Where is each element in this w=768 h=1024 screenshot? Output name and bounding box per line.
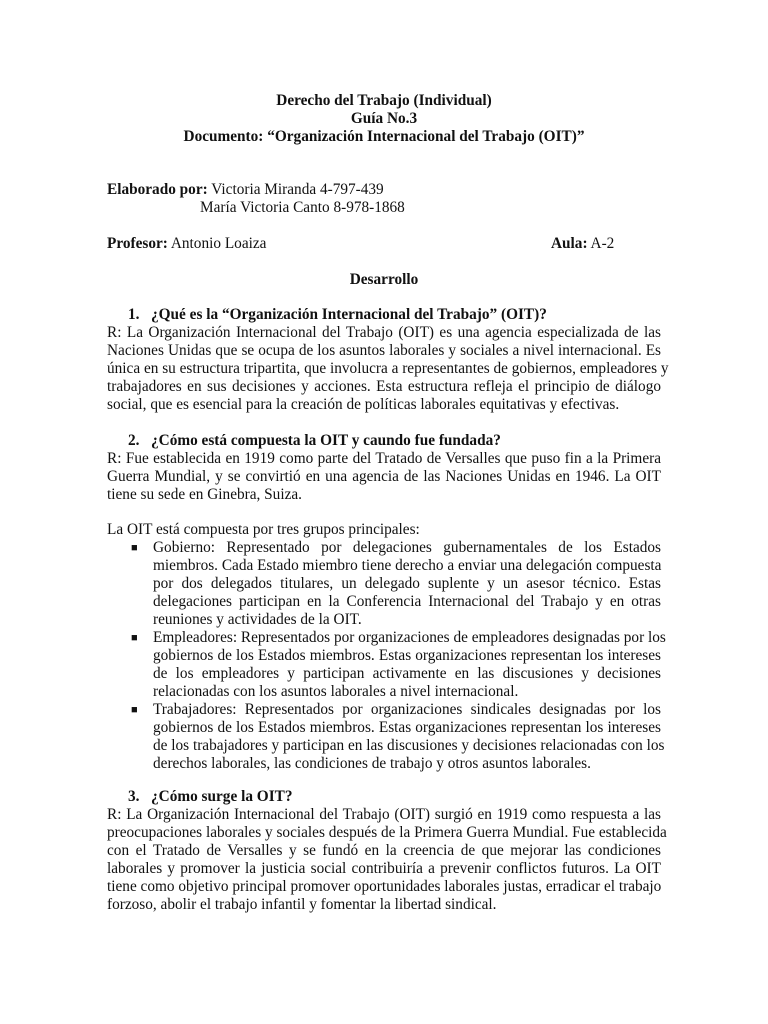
- answer-line: tiene como objetivo principal promover oportunidades laborales justas, erradicar el trabajo: [107, 878, 662, 895]
- answer-line: laborales y promover la justicia social contribuiría a prevenir conflictos futuros. La OIT: [107, 860, 661, 877]
- answer-line: R: La Organización Internacional del Trabajo (OIT) surgió en 1919 como respuesta a las: [107, 806, 661, 823]
- answer-line: Guerra Mundial, y se convirtió en una agencia de las Naciones Unidas en 1946. La OIT: [107, 468, 661, 485]
- bullet-square-icon: ■: [131, 632, 138, 644]
- list-item-empleadores: [131, 629, 666, 701]
- list-item-line: Empleadores: Representados por organizaciones de empleadores designadas por los: [153, 629, 666, 646]
- list-item-line: reuniones y actividades de la OIT.: [153, 611, 362, 628]
- list-item-line: derechos laborales, las condiciones de trabajo y otros asuntos laborales.: [153, 755, 591, 772]
- course-title: Derecho del Trabajo (Individual): [276, 92, 492, 109]
- list-item-gobierno: [131, 539, 661, 629]
- elaborado-label: Elaborado por:: [107, 181, 208, 198]
- list-item-line: Gobierno: Representado por delegaciones gubernamentales de los Estados: [153, 539, 661, 556]
- question-1-number: 1.: [128, 306, 140, 323]
- aula-value: A-2: [590, 235, 615, 252]
- bullet-square-icon: ■: [131, 704, 138, 716]
- list-item-line: relacionadas con los asuntos laborales a nivel internacional.: [153, 683, 519, 700]
- profesor-label: Profesor:: [107, 235, 168, 252]
- question-1-text: ¿Qué es la “Organización Internacional del Trabajo” (OIT)?: [151, 306, 547, 323]
- list-item-trabajadores: [131, 701, 665, 773]
- list-item-line: gobiernos de los Estados miembros. Estas organizaciones representan los intereses: [153, 647, 661, 664]
- answer-line: Naciones Unidas que se ocupa de los asuntos laborales y sociales a nivel internacional. Es: [107, 342, 661, 359]
- aula-line: [551, 235, 614, 253]
- answer-line: trabajadores en sus decisiones y acciones. Esta estructura refleja el principio de diálogo: [107, 378, 661, 395]
- composition-list: [131, 539, 666, 773]
- author-1: Victoria Miranda 4-797-439: [211, 181, 384, 198]
- list-item-line: miembros. Cada Estado miembro tiene derecho a enviar una delegación compuesta: [153, 557, 662, 574]
- list-item-line: de los empleadores y participan activamente en las discusiones y decisiones: [153, 665, 661, 682]
- answer-line: R: Fue establecida en 1919 como parte del Tratado de Versalles que puso fin a la Primera: [107, 450, 661, 467]
- question-2-number: 2.: [128, 432, 140, 449]
- answer-line: tiene su sede en Ginebra, Suiza.: [107, 486, 302, 503]
- answer-line: preocupaciones laborales y sociales después de la Primera Guerra Mundial. Fue establecida: [107, 824, 667, 841]
- section-title: Desarrollo: [349, 271, 419, 288]
- guide-number: Guía No.3: [350, 110, 418, 127]
- question-2-heading: [128, 432, 501, 450]
- answer-1: [107, 324, 669, 414]
- list-item-line: Trabajadores: Representados por organizaciones sindicales designadas por los: [153, 701, 661, 718]
- authors-line: [107, 181, 384, 199]
- list-item-line: gobiernos de los Estados miembros. Estas organizaciones representan los intereses: [153, 719, 661, 736]
- question-1-heading: [128, 306, 547, 324]
- answer-line: forzoso, abolir el trabajo infantil y fomentar la libertad sindical.: [107, 896, 497, 913]
- composition-intro: La OIT está compuesta por tres grupos principales:: [107, 521, 420, 538]
- answer-3: [107, 806, 667, 914]
- answer-2: [107, 450, 661, 504]
- bullet-square-icon: ■: [131, 542, 138, 554]
- list-item-line: de los trabajadores y participan en las discusiones y decisiones relacionadas con los: [153, 737, 665, 754]
- profesor-name: Antonio Loaiza: [170, 235, 267, 252]
- list-item-line: delegaciones participan en la Conferencia Internacional del Trabajo y en otras: [153, 593, 661, 610]
- document-subject: Documento: “Organización Internacional del Trabajo (OIT)”: [183, 128, 585, 145]
- aula-label: Aula:: [551, 235, 588, 252]
- answer-line: con el Tratado de Versalles y se fundó en la creencia de que mejorar las condiciones: [107, 842, 661, 859]
- answer-line: R: La Organización Internacional del Trabajo (OIT) es una agencia especializada de las: [107, 324, 661, 341]
- question-3-number: 3.: [128, 788, 140, 805]
- list-item-line: por dos delegados titulares, un delegado suplente y un asesor técnico. Estas: [153, 575, 661, 592]
- document-title: [0, 92, 768, 146]
- profesor-line: [107, 235, 266, 253]
- question-3-heading: [128, 788, 293, 806]
- question-2-text: ¿Cómo está compuesta la OIT y caundo fue fundada?: [151, 432, 501, 449]
- answer-line: única en su estructura tripartita, que involucra a representantes de gobiernos, empleadores y: [107, 360, 669, 377]
- question-3-text: ¿Cómo surge la OIT?: [151, 788, 293, 805]
- author-2: María Victoria Canto 8-978-1868: [200, 199, 405, 216]
- answer-line: social, que es esencial para la creación de políticas laborales equitativas y efectivas.: [107, 396, 620, 413]
